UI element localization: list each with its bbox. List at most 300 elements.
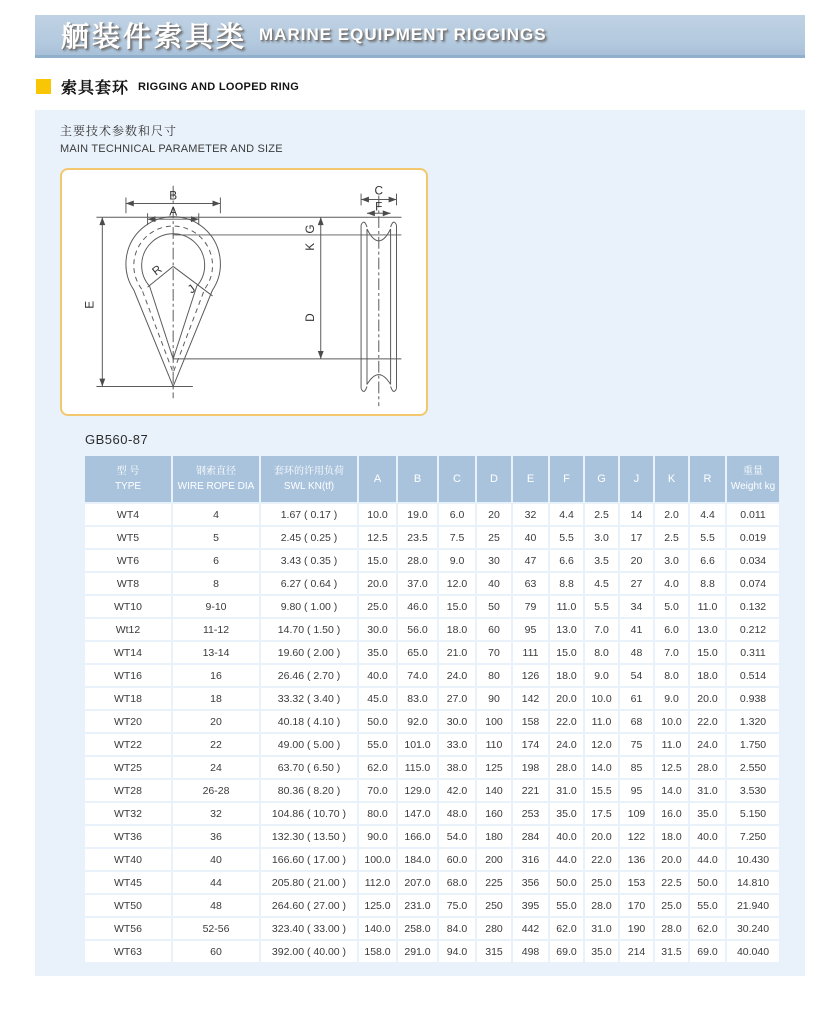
table-cell: 63.70 ( 6.50 ) (261, 757, 357, 778)
header-cell-11: K (655, 456, 688, 502)
table-cell: 63 (513, 573, 548, 594)
table-cell: WT20 (85, 711, 171, 732)
table-cell: 24.0 (550, 734, 583, 755)
table-cell: 4.4 (690, 504, 725, 525)
table-cell: 44 (173, 872, 259, 893)
table-cell: 20.0 (550, 688, 583, 709)
table-cell: 264.60 ( 27.00 ) (261, 895, 357, 916)
table-cell: 45.0 (359, 688, 396, 709)
table-cell: 41 (620, 619, 653, 640)
table-cell: 15.0 (359, 550, 396, 571)
table-cell: 95 (513, 619, 548, 640)
table-cell: 19.0 (398, 504, 437, 525)
table-cell: 207.0 (398, 872, 437, 893)
table-cell: 132.30 ( 13.50 ) (261, 826, 357, 847)
table-cell: 60 (173, 941, 259, 962)
table-cell: 52-56 (173, 918, 259, 939)
table-cell: 3.5 (585, 550, 618, 571)
table-cell: 6.6 (550, 550, 583, 571)
table-cell: 4.4 (550, 504, 583, 525)
header-cell-4: B (398, 456, 437, 502)
table-cell: 50.0 (359, 711, 396, 732)
table-cell: 111 (513, 642, 548, 663)
table-cell: 55.0 (359, 734, 396, 755)
table-cell: 109 (620, 803, 653, 824)
table-cell: 7.5 (439, 527, 475, 548)
header-cell-12: R (690, 456, 725, 502)
table-cell: 55.0 (690, 895, 725, 916)
table-cell: 142 (513, 688, 548, 709)
table-cell: 136 (620, 849, 653, 870)
header-cell-6: D (477, 456, 511, 502)
table-cell: 3.0 (655, 550, 688, 571)
table-cell: 395 (513, 895, 548, 916)
table-cell: 122 (620, 826, 653, 847)
table-cell: 21.940 (727, 895, 779, 916)
table-cell: 16.0 (655, 803, 688, 824)
table-cell: 20.0 (359, 573, 396, 594)
table-cell: 5 (173, 527, 259, 548)
table-cell: 84.0 (439, 918, 475, 939)
table-cell: 40.040 (727, 941, 779, 962)
table-cell: 48.0 (439, 803, 475, 824)
table-cell: 20.0 (585, 826, 618, 847)
table-cell: WT5 (85, 527, 171, 548)
table-cell: 0.034 (727, 550, 779, 571)
table-row (85, 688, 779, 709)
table-cell: 13.0 (690, 619, 725, 640)
table-row (85, 527, 779, 548)
header-cell-2: 套环的许用负荷 SWL KN(tf) (261, 456, 357, 502)
table-cell: 14.70 ( 1.50 ) (261, 619, 357, 640)
table-cell: WT14 (85, 642, 171, 663)
intro-line-en: MAIN TECHNICAL PARAMETER AND SIZE (60, 143, 283, 155)
table-cell: 54 (620, 665, 653, 686)
table-cell: 2.5 (585, 504, 618, 525)
table-cell: 221 (513, 780, 548, 801)
table-cell: 18 (173, 688, 259, 709)
table-cell: 126 (513, 665, 548, 686)
table-cell: 7.0 (655, 642, 688, 663)
table-cell: 9.80 ( 1.00 ) (261, 596, 357, 617)
table-cell: 47 (513, 550, 548, 571)
table-cell: WT16 (85, 665, 171, 686)
table-cell: 30.240 (727, 918, 779, 939)
table-cell: 3.530 (727, 780, 779, 801)
section-title-zh: 索具套环 (61, 80, 130, 97)
table-cell: 24.0 (439, 665, 475, 686)
table-cell: 200 (477, 849, 511, 870)
table-cell: 22.0 (585, 849, 618, 870)
label-K: K (302, 242, 317, 251)
table-cell: 291.0 (398, 941, 437, 962)
table-cell: 60.0 (439, 849, 475, 870)
table-cell: 323.40 ( 33.00 ) (261, 918, 357, 939)
table-cell: 101.0 (398, 734, 437, 755)
table-cell: 6.0 (655, 619, 688, 640)
table-cell: 125 (477, 757, 511, 778)
table-cell: 37.0 (398, 573, 437, 594)
table-cell: 30.0 (359, 619, 396, 640)
table-cell: 75.0 (439, 895, 475, 916)
table-cell: WT18 (85, 688, 171, 709)
table-cell: 22.0 (690, 711, 725, 732)
table-cell: 205.80 ( 21.00 ) (261, 872, 357, 893)
banner-title-zh: 舾装件索具类 (61, 21, 248, 52)
label-A: A (169, 204, 178, 219)
label-B: B (169, 188, 178, 203)
table-cell: 65.0 (398, 642, 437, 663)
table-cell: 80.0 (359, 803, 396, 824)
table-cell: 0.311 (727, 642, 779, 663)
header-cell-1: 钢索直径 WIRE ROPE DIA (173, 456, 259, 502)
table-cell: 35.0 (585, 941, 618, 962)
standard-number: GB560-87 (85, 432, 149, 447)
table-cell: Wt12 (85, 619, 171, 640)
table-cell: 49.00 ( 5.00 ) (261, 734, 357, 755)
table-cell: 12.0 (585, 734, 618, 755)
table-cell: 253 (513, 803, 548, 824)
label-F: F (375, 199, 383, 214)
table-cell: 36 (173, 826, 259, 847)
label-G: G (302, 224, 317, 234)
table-cell: 1.320 (727, 711, 779, 732)
table-cell: 158 (513, 711, 548, 732)
section-header (36, 75, 830, 98)
table-cell: 3.0 (585, 527, 618, 548)
technical-drawing (60, 168, 428, 416)
table-cell: 18.0 (550, 665, 583, 686)
table-cell: 69.0 (690, 941, 725, 962)
table-cell: 48 (620, 642, 653, 663)
table-cell: 5.150 (727, 803, 779, 824)
table-cell: 40.18 ( 4.10 ) (261, 711, 357, 732)
table-cell: 11.0 (655, 734, 688, 755)
table-cell: 40 (477, 573, 511, 594)
table-cell: 62.0 (359, 757, 396, 778)
table-cell: 95 (620, 780, 653, 801)
table-cell: WT63 (85, 941, 171, 962)
table-cell: 74.0 (398, 665, 437, 686)
table-cell: 12.5 (359, 527, 396, 548)
table-cell: 22 (173, 734, 259, 755)
table-cell: 11.0 (585, 711, 618, 732)
table-cell: 60 (477, 619, 511, 640)
table-cell: 2.550 (727, 757, 779, 778)
table-cell: 392.00 ( 40.00 ) (261, 941, 357, 962)
table-cell: 8 (173, 573, 259, 594)
table-cell: 11.0 (550, 596, 583, 617)
table-row (85, 734, 779, 755)
label-C: C (374, 183, 384, 198)
table-cell: 21.0 (439, 642, 475, 663)
banner-title-en: MARINE EQUIPMENT RIGGINGS (259, 25, 547, 44)
table-cell: 38.0 (439, 757, 475, 778)
table-cell: 8.8 (550, 573, 583, 594)
table-cell: 112.0 (359, 872, 396, 893)
table-row (85, 757, 779, 778)
table-cell: 4.0 (655, 573, 688, 594)
table-cell: 160 (477, 803, 511, 824)
table-cell: 68 (620, 711, 653, 732)
table-cell: 75 (620, 734, 653, 755)
table-cell: 11-12 (173, 619, 259, 640)
table-cell: 498 (513, 941, 548, 962)
table-cell: 33.32 ( 3.40 ) (261, 688, 357, 709)
table-cell: 140 (477, 780, 511, 801)
table-cell: 31.0 (550, 780, 583, 801)
table-cell: WT36 (85, 826, 171, 847)
table-cell: 22.0 (550, 711, 583, 732)
header-cell-5: C (439, 456, 475, 502)
table-row (85, 665, 779, 686)
table-cell: 20 (173, 711, 259, 732)
table-cell: 14.0 (655, 780, 688, 801)
table-cell: 27 (620, 573, 653, 594)
table-cell: 6.6 (690, 550, 725, 571)
table-cell: 5.0 (655, 596, 688, 617)
table-cell: 15.0 (690, 642, 725, 663)
table-cell: 25.0 (585, 872, 618, 893)
table-cell: 10.0 (585, 688, 618, 709)
table-cell: 14 (620, 504, 653, 525)
header-cell-9: G (585, 456, 618, 502)
table-cell: 70 (477, 642, 511, 663)
table-cell: 26-28 (173, 780, 259, 801)
table-cell: 158.0 (359, 941, 396, 962)
spec-table (83, 454, 781, 964)
table-cell: 25.0 (655, 895, 688, 916)
table-cell: 10.0 (359, 504, 396, 525)
label-J: J (184, 281, 198, 297)
table-cell: 34 (620, 596, 653, 617)
table-cell: 20 (477, 504, 511, 525)
table-cell: WT45 (85, 872, 171, 893)
table-cell: 25 (477, 527, 511, 548)
table-cell: 68.0 (439, 872, 475, 893)
table-cell: 1.750 (727, 734, 779, 755)
table-cell: 2.45 ( 0.25 ) (261, 527, 357, 548)
table-row (85, 941, 779, 962)
table-cell: 1.67 ( 0.17 ) (261, 504, 357, 525)
table-row (85, 780, 779, 801)
table-row (85, 803, 779, 824)
table-cell: 7.250 (727, 826, 779, 847)
table-cell: 40 (513, 527, 548, 548)
table-cell: 140.0 (359, 918, 396, 939)
table-cell: 125.0 (359, 895, 396, 916)
header-cell-10: J (620, 456, 653, 502)
table-cell: 4 (173, 504, 259, 525)
table-cell: 166.0 (398, 826, 437, 847)
table-cell: 442 (513, 918, 548, 939)
table-cell: 250 (477, 895, 511, 916)
table-cell: WT56 (85, 918, 171, 939)
table-cell: 90.0 (359, 826, 396, 847)
header-cell-3: A (359, 456, 396, 502)
table-cell: WT8 (85, 573, 171, 594)
table-cell: 129.0 (398, 780, 437, 801)
table-cell: 80.36 ( 8.20 ) (261, 780, 357, 801)
table-cell: 9.0 (585, 665, 618, 686)
header-cell-13: 重量 Weight kg (727, 456, 779, 502)
table-cell: 198 (513, 757, 548, 778)
table-cell: 6 (173, 550, 259, 571)
table-cell: 170 (620, 895, 653, 916)
table-cell: 54.0 (439, 826, 475, 847)
table-cell: 48 (173, 895, 259, 916)
table-cell: 22.5 (655, 872, 688, 893)
label-E: E (82, 300, 97, 309)
table-cell: 3.43 ( 0.35 ) (261, 550, 357, 571)
header-cell-7: E (513, 456, 548, 502)
table-cell: 55.0 (550, 895, 583, 916)
table-row (85, 826, 779, 847)
table-cell: 50.0 (690, 872, 725, 893)
table-cell: 18.0 (690, 665, 725, 686)
thimble-diagram (62, 170, 426, 414)
table-cell: 13.0 (550, 619, 583, 640)
table-cell: 0.132 (727, 596, 779, 617)
table-cell: WT10 (85, 596, 171, 617)
table-cell: 24.0 (690, 734, 725, 755)
table-cell: 284 (513, 826, 548, 847)
table-cell: 25.0 (359, 596, 396, 617)
table-cell: 92.0 (398, 711, 437, 732)
table-cell: WT25 (85, 757, 171, 778)
table-cell: 32 (173, 803, 259, 824)
table-cell: 69.0 (550, 941, 583, 962)
label-R: R (149, 262, 165, 279)
intro-line-zh: 主要技术参数和尺寸 (60, 124, 178, 138)
table-cell: 0.212 (727, 619, 779, 640)
table-cell: WT22 (85, 734, 171, 755)
table-cell: 10.430 (727, 849, 779, 870)
table-cell: 44.0 (550, 849, 583, 870)
table-cell: 15.5 (585, 780, 618, 801)
table-cell: 6.27 ( 0.64 ) (261, 573, 357, 594)
section-title-en: RIGGING AND LOOPED RING (138, 80, 300, 93)
table-cell: 110 (477, 734, 511, 755)
table-cell: 12.5 (655, 757, 688, 778)
table-cell: WT40 (85, 849, 171, 870)
table-cell: 5.5 (550, 527, 583, 548)
table-cell: 28.0 (655, 918, 688, 939)
table-row (85, 596, 779, 617)
table-cell: 18.0 (655, 826, 688, 847)
table-cell: 180 (477, 826, 511, 847)
table-cell: 40.0 (690, 826, 725, 847)
table-cell: 356 (513, 872, 548, 893)
table-cell: 79 (513, 596, 548, 617)
table-row (85, 504, 779, 525)
table-cell: 5.5 (690, 527, 725, 548)
table-cell: 56.0 (398, 619, 437, 640)
table-row (85, 550, 779, 571)
table-cell: 4.5 (585, 573, 618, 594)
table-cell: 31.5 (655, 941, 688, 962)
table-cell: 315 (477, 941, 511, 962)
table-cell: 17.5 (585, 803, 618, 824)
table-cell: 5.5 (585, 596, 618, 617)
table-cell: 8.0 (585, 642, 618, 663)
table-cell: 16 (173, 665, 259, 686)
table-cell: 147.0 (398, 803, 437, 824)
table-cell: 166.60 ( 17.00 ) (261, 849, 357, 870)
table-cell: 50 (477, 596, 511, 617)
table-cell: 184.0 (398, 849, 437, 870)
table-cell: WT50 (85, 895, 171, 916)
table-cell: 2.5 (655, 527, 688, 548)
table-row (85, 849, 779, 870)
table-cell: 40.0 (359, 665, 396, 686)
table-cell: 35.0 (550, 803, 583, 824)
table-cell: 15.0 (550, 642, 583, 663)
table-row (85, 918, 779, 939)
table-cell: 0.074 (727, 573, 779, 594)
table-cell: WT28 (85, 780, 171, 801)
table-row (85, 642, 779, 663)
table-cell: 30.0 (439, 711, 475, 732)
table-cell: 61 (620, 688, 653, 709)
table-cell: 174 (513, 734, 548, 755)
table-cell: 280 (477, 918, 511, 939)
table-cell: 31.0 (585, 918, 618, 939)
table-cell: 2.0 (655, 504, 688, 525)
table-cell: 28.0 (585, 895, 618, 916)
table-cell: 11.0 (690, 596, 725, 617)
yellow-square-bullet-icon (36, 79, 51, 94)
header-cell-8: F (550, 456, 583, 502)
table-cell: 0.938 (727, 688, 779, 709)
table-cell: 62.0 (550, 918, 583, 939)
table-cell: 33.0 (439, 734, 475, 755)
table-cell: 10.0 (655, 711, 688, 732)
table-cell: WT4 (85, 504, 171, 525)
table-cell: 40.0 (550, 826, 583, 847)
table-cell: 85 (620, 757, 653, 778)
table-cell: 12.0 (439, 573, 475, 594)
table-cell: 0.514 (727, 665, 779, 686)
table-cell: 115.0 (398, 757, 437, 778)
table-cell: 6.0 (439, 504, 475, 525)
table-cell: 9-10 (173, 596, 259, 617)
table-row (85, 573, 779, 594)
table-cell: 23.5 (398, 527, 437, 548)
table-cell: 20.0 (690, 688, 725, 709)
table-cell: 28.0 (550, 757, 583, 778)
table-cell: 70.0 (359, 780, 396, 801)
table-cell: 28.0 (690, 757, 725, 778)
table-cell: 42.0 (439, 780, 475, 801)
table-cell: 231.0 (398, 895, 437, 916)
table-cell: 62.0 (690, 918, 725, 939)
table-cell: 7.0 (585, 619, 618, 640)
table-cell: WT32 (85, 803, 171, 824)
table-cell: 46.0 (398, 596, 437, 617)
table-row (85, 895, 779, 916)
table-cell: 8.0 (655, 665, 688, 686)
table-cell: 153 (620, 872, 653, 893)
table-cell: 9.0 (439, 550, 475, 571)
table-cell: 8.8 (690, 573, 725, 594)
table-cell: 26.46 ( 2.70 ) (261, 665, 357, 686)
table-row (85, 619, 779, 640)
table-cell: WT6 (85, 550, 171, 571)
table-cell: 18.0 (439, 619, 475, 640)
table-cell: 32 (513, 504, 548, 525)
table-cell: 30 (477, 550, 511, 571)
